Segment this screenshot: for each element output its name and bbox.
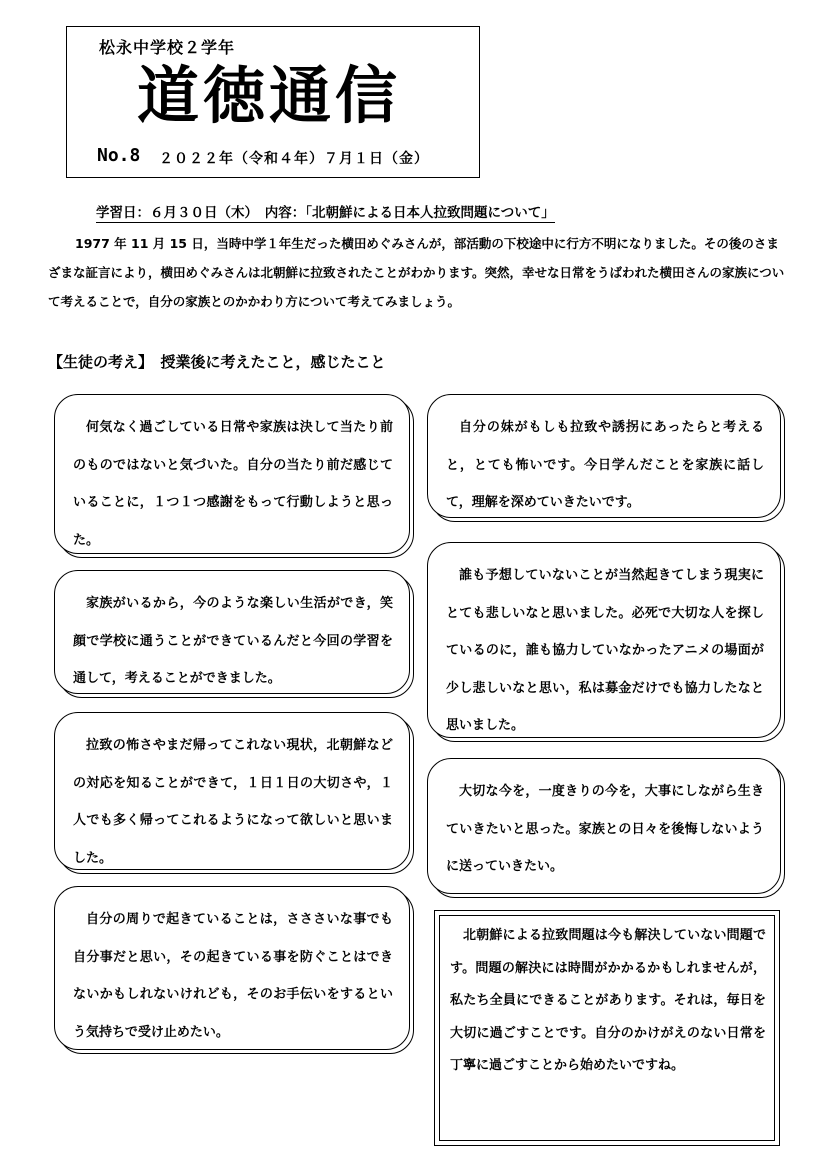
issue-date: ２０２２年（令和４年）７月１日（金）: [159, 151, 429, 167]
opinion-bubble: 何気なく過ごしている日常や家族は決して当たり前のものではないと気づいた。自分の当たり前だ感じていることに，１つ１つ感謝をもって行動しようと思った。: [54, 394, 410, 554]
issue-number: No.8: [97, 145, 141, 166]
opinion-bubble: 拉致の怖さやまだ帰ってこれない現状，北朝鮮などの対応を知ることができて，１日１日の大切さや，１人でも多く帰ってこれるようになって欲しいと思いました。: [54, 712, 410, 870]
opinion-bubble: 自分の周りで起きていることは，さささいな事でも自分事だと思い，その起きている事を防ぐことはできないかもしれないけれども，そのお手伝いをするという気持ちで受け止めたい。: [54, 886, 410, 1050]
study-info: 学習日：６月３０日（木） 内容：「北朝鮮による日本人拉致問題について」: [96, 201, 555, 223]
closing-box: [434, 910, 780, 1146]
intro-paragraph: 1977 年 11 月 15 日，当時中学１年生だった横田めぐみさんが，部活動の下校途中に行方不明になりました。その後のさまざまな証言により，横田めぐみさんは北朝鮮に拉致されたことがわかります。突然，幸せな日常をうばわれた横田さんの家族について考えることで，自分の家族とのかかわり方について考えてみましょう。: [48, 236, 785, 309]
school-name: 松永中学校２学年: [99, 38, 236, 57]
newsletter-header: [66, 26, 480, 178]
opinion-bubble: 自分の妹がもしも拉致や誘拐にあったらと考えると，とても怖いです。今日学んだことを家族に話して，理解を深めていきたいです。: [427, 394, 781, 518]
closing-message: 北朝鮮による拉致問題は今も解決していない問題です。問題の解決には時間がかかるかもしれませんが，私たち全員にできることがあります。それは，毎日を大切に過ごすことです。自分のかけがえのない日常を丁寧に過ごすことから始めたいですね。: [439, 915, 775, 1141]
newsletter-title: 道徳通信: [137, 59, 402, 132]
opinion-bubble: 家族がいるから，今のような楽しい生活ができ，笑顔で学校に通うことができているんだと今回の学習を通して，考えることができました。: [54, 570, 410, 694]
opinion-bubble: 大切な今を，一度きりの今を，大事にしながら生きていきたいと思った。家族との日々を後悔しないように送っていきたい。: [427, 758, 781, 894]
section-heading: 【生徒の考え】 授業後に考えたこと，感じたこと: [48, 353, 386, 371]
opinion-bubble: 誰も予想していないことが当然起きてしまう現実にとても悲しいなと思いました。必死で大切な人を探しているのに，誰も協力していなかったアニメの場面が少し悲しいなと思い，私は募金だけでも協力したなと思いました。: [427, 542, 781, 738]
